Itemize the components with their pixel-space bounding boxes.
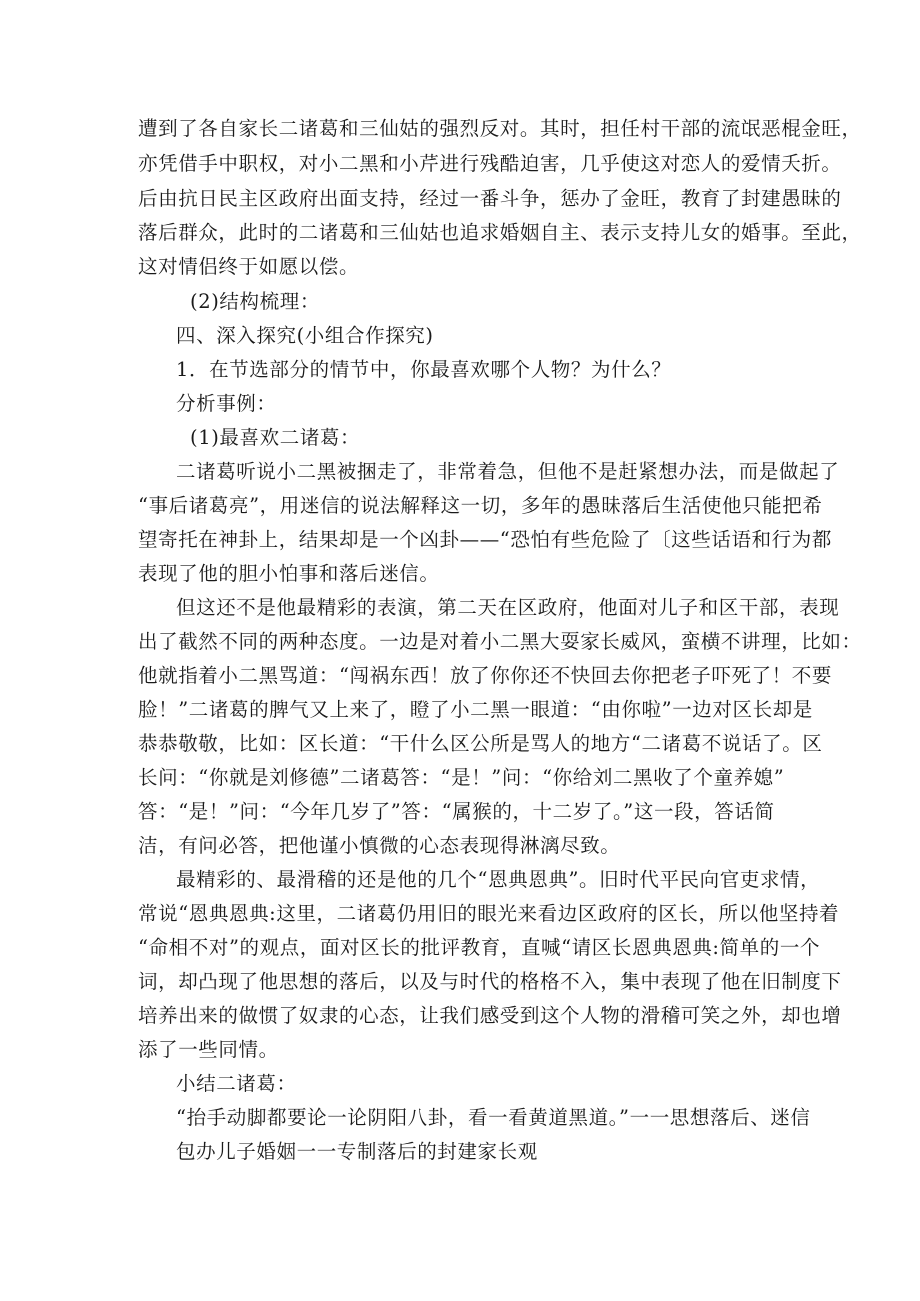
paragraph-line: 但这还不是他最精彩的表演，第二天在区政府，他面对儿子和区干部，表现 — [176, 596, 840, 619]
paragraph-line: 他就指着小二黑骂道：“闯祸东西！放了你你还不快回去你把老子吓死了！不要 — [138, 664, 832, 687]
paragraph-line: 脸！”二诸葛的脾气又上来了，瞪了小二黑一眼道：“由你啦”一边对区长却是 — [138, 698, 813, 721]
paragraph-line: 这对情侣终于如愿以偿。 — [138, 255, 360, 278]
paragraph-line: “命相不对”的观点，面对区长的批评教育，直喊“请区长恩典恩典:简单的一个 — [138, 936, 821, 959]
subheading-line: (1)最喜欢二诸葛： — [190, 426, 361, 449]
paragraph-line: 洁，有问必答，把他谨小慎微的心态表现得淋漓尽致。 — [138, 834, 621, 857]
section-heading: 四、深入探究(小组合作探究) — [176, 324, 434, 347]
label-line: 分析事例： — [176, 392, 277, 415]
subheading-structure: (2)结构梳理： — [190, 290, 320, 313]
paragraph-line: 望寄托在神卦上，结果却是一个凶卦——“恐怕有些危险了〔这些话语和行为都 — [138, 528, 832, 551]
summary-line: 包办儿子婚姻一一专制落后的封建家长观 — [176, 1140, 538, 1163]
paragraph-line: 答：“是！”问：“今年几岁了”答：“属猴的，十二岁了。”这一段，答话简 — [138, 800, 775, 823]
paragraph-line: 常说“恩典恩典:这里，二诸葛仍用旧的眼光来看边区政府的区长，所以他坚持着 — [138, 902, 840, 925]
paragraph-line: 遭到了各自家长二诸葛和三仙姑的强烈反对。其时，担任村干部的流氓恶棍金旺， — [138, 117, 862, 140]
paragraph-line: 落后群众，此时的二诸葛和三仙姑也追求婚姻自主、表示支持儿女的婚事。至此， — [138, 221, 862, 244]
paragraph-line: 出了截然不同的两种态度。一边是对着小二黑大耍家长威风，蛮横不讲理，比如： — [138, 630, 862, 653]
paragraph-line: 后由抗日民主区政府出面支持，经过一番斗争，惩办了金旺，教育了封建愚昧的 — [138, 187, 842, 210]
paragraph-line: 培养出来的做惯了奴隶的心态，让我们感受到这个人物的滑稽可笑之外，却也增 — [138, 1004, 842, 1027]
paragraph-line: 表现了他的胆小怕事和落后迷信。 — [138, 562, 440, 585]
paragraph-line: 恭恭敬敬，比如：区长道：“干什么区公所是骂人的地方“二诸葛不说话了。区 — [138, 732, 823, 755]
paragraph-line: 长问：“你就是刘修德”二诸葛答：“是！”问：“你给刘二黑收了个童养媳” — [138, 766, 785, 789]
paragraph-line: 二诸葛听说小二黑被捆走了，非常着急，但他不是赶紧想办法，而是做起了 — [176, 460, 840, 483]
paragraph-line: “事后诸葛亮”，用迷信的说法解释这一切，多年的愚昧落后生活使他只能把希 — [138, 494, 823, 517]
question-line: 1．在节选部分的情节中，你最喜欢哪个人物？为什么？ — [176, 358, 672, 381]
paragraph-line: 最精彩的、最滑稽的还是他的几个“恩典恩典”。旧时代平民向官吏求情， — [176, 868, 821, 891]
paragraph-line: 添了一些同情。 — [138, 1038, 279, 1061]
summary-line: “抬手动脚都要论一论阴阳八卦，看一看黄道黑道。”一一思想落后、迷信 — [176, 1106, 811, 1129]
summary-heading: 小结二诸葛： — [176, 1072, 297, 1095]
paragraph-line: 亦凭借手中职权，对小二黑和小芹进行残酷迫害，几乎使这对恋人的爱情夭折。 — [138, 152, 842, 175]
paragraph-line: 词，却凸现了他思想的落后，以及与时代的格格不入，集中表现了他在旧制度下 — [138, 970, 842, 993]
